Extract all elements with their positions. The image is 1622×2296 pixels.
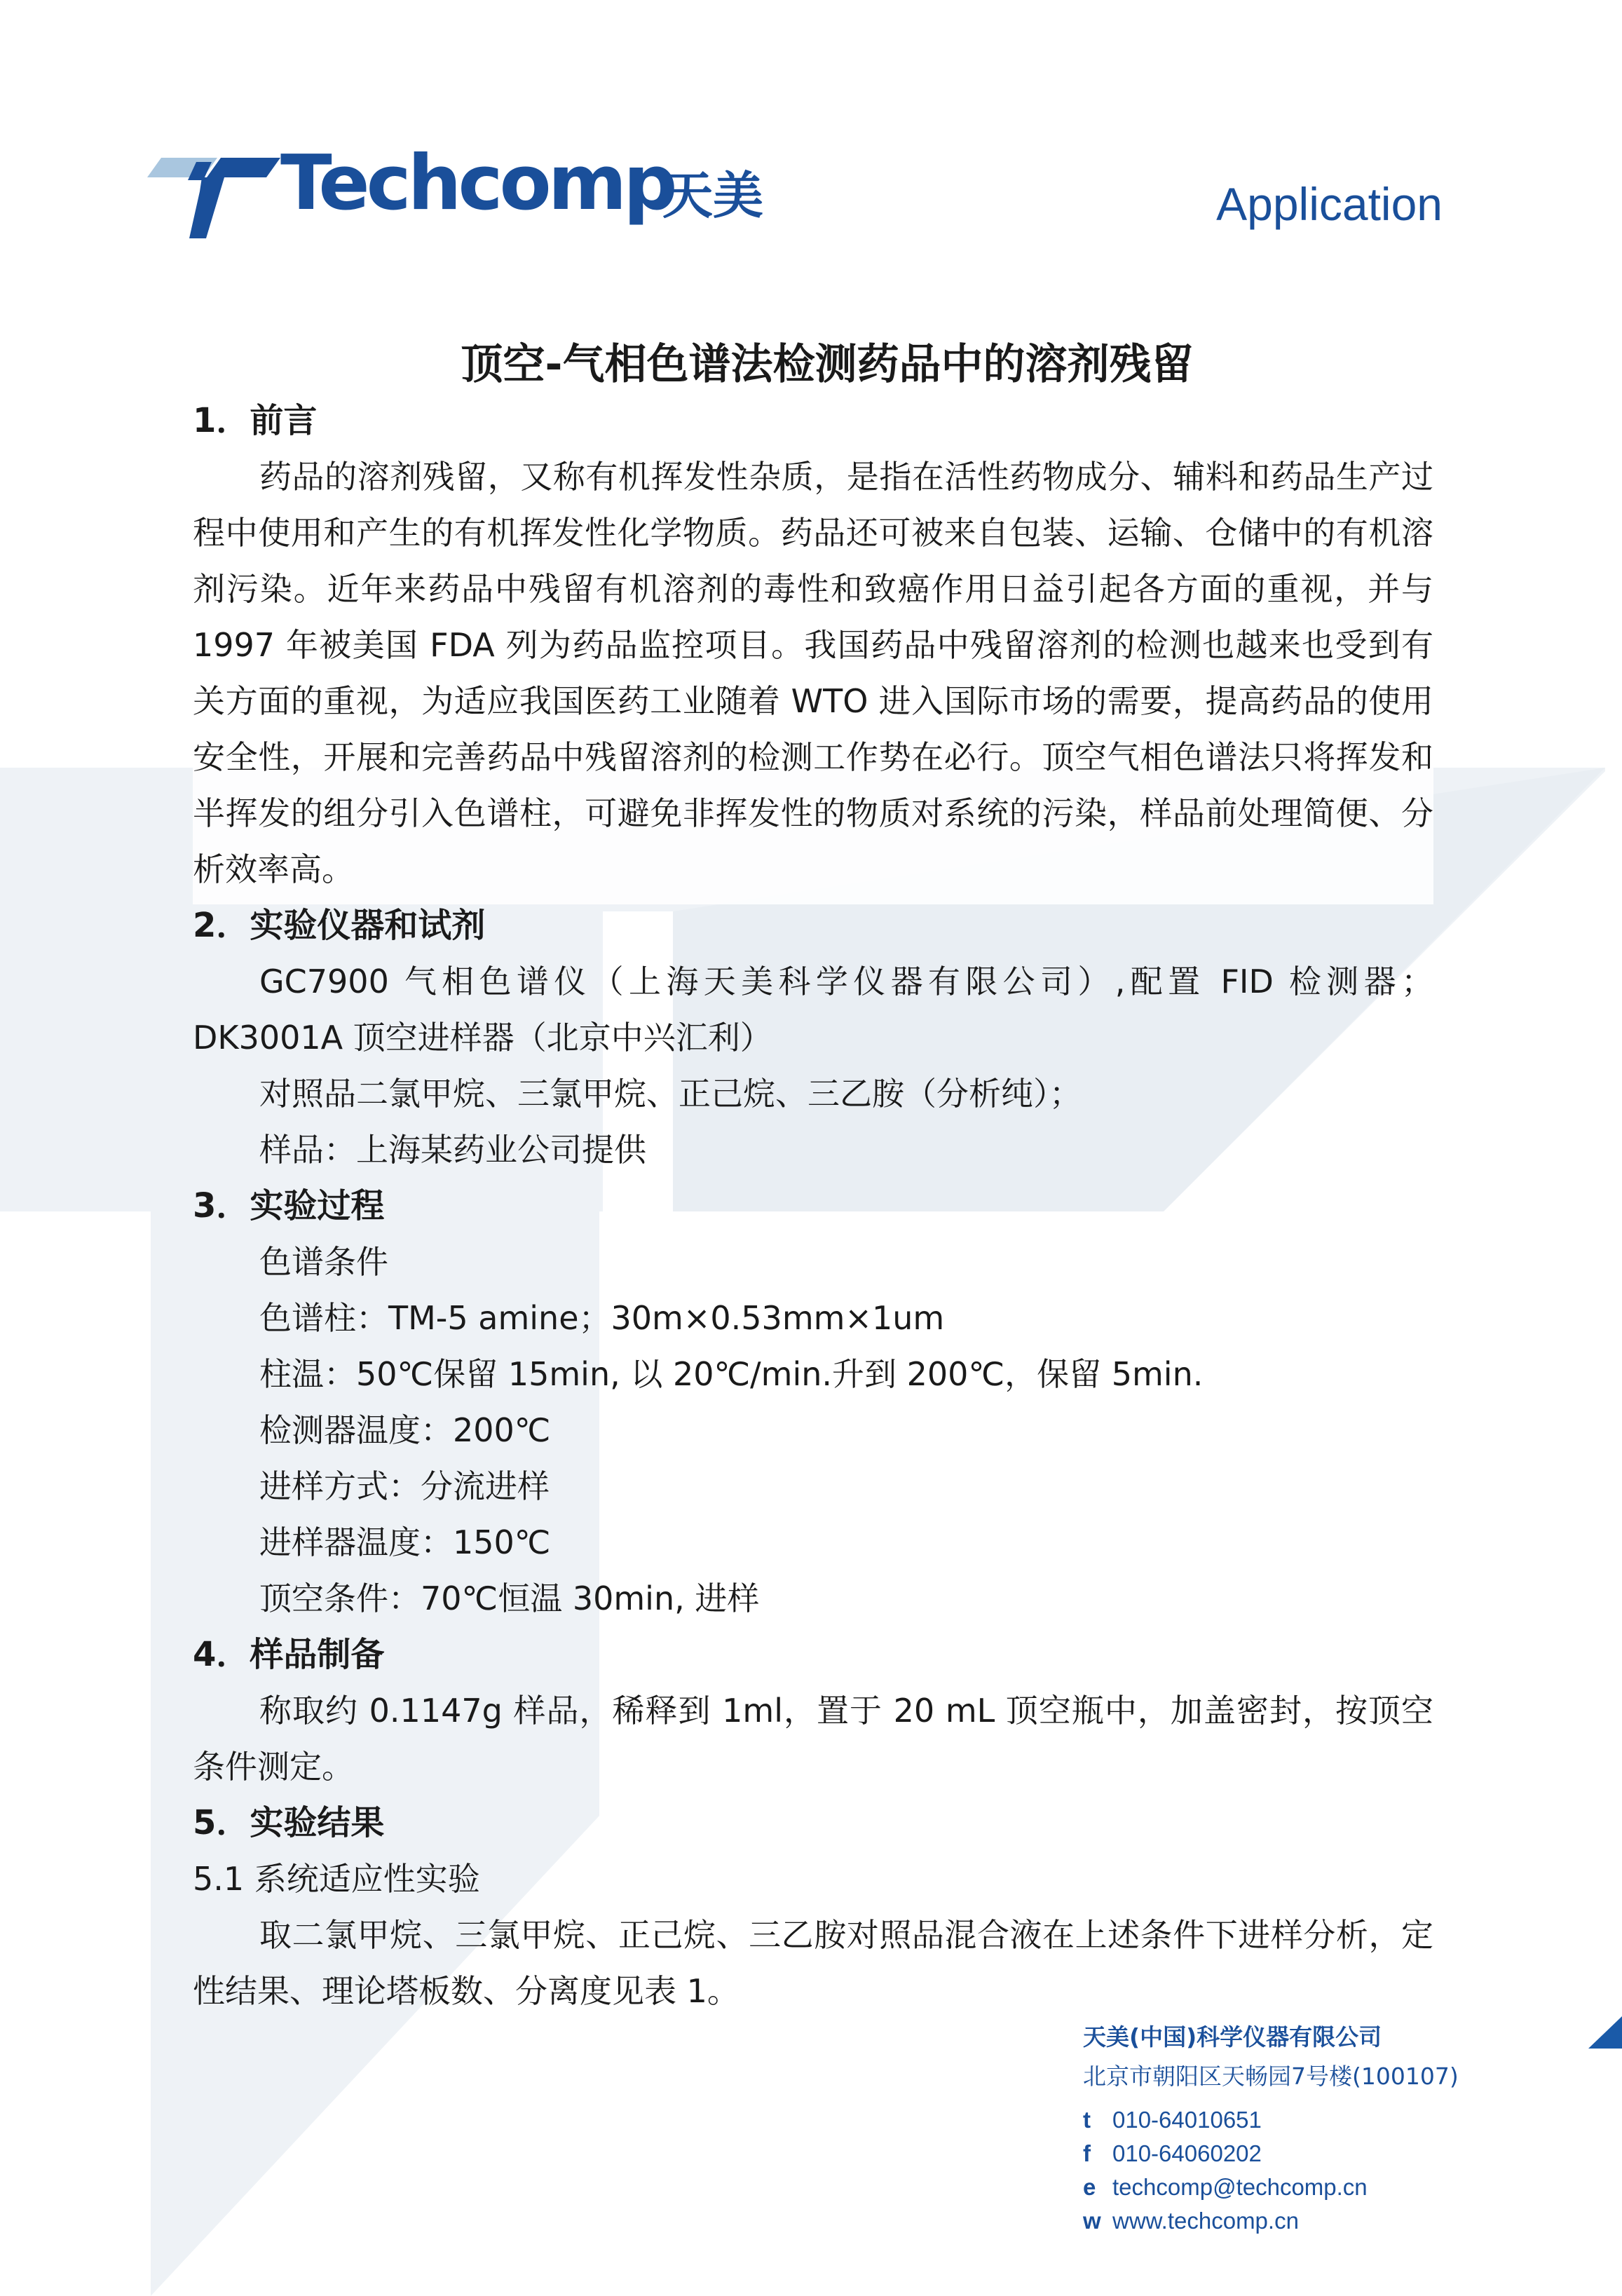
website-link[interactable]: www.techcomp.cn — [1112, 2208, 1299, 2234]
condition-line: 进样方式：分流进样 — [259, 1467, 550, 1505]
website-label: w — [1083, 2208, 1101, 2234]
section-4-paragraph: 称取约 0.1147g 样品，稀释到 1ml，置于 20 mL 顶空瓶中，加盖密封，按顶空条件测定。 — [193, 1692, 1433, 1786]
corner-triangle-icon — [1588, 2016, 1622, 2049]
footer-address: 北京市朝阳区天畅园7号楼(100107) — [1083, 2063, 1459, 2090]
page-header — [0, 0, 1622, 280]
footer-website — [1083, 2204, 1459, 2238]
section-2-heading: 2．实验仪器和试剂 — [193, 906, 486, 945]
condition-line: 柱温：50℃保留 15min, 以 20℃/min.升到 200℃，保留 5min. — [259, 1355, 1204, 1393]
email-label: e — [1083, 2174, 1096, 2200]
email-link[interactable]: techcomp@techcomp.cn — [1112, 2174, 1368, 2200]
section-2-instrument-line: GC7900 气相色谱仪（上海天美科学仪器有限公司）,配置 FID 检测器；DK3001A 顶空进样器（北京中兴汇利） — [193, 963, 1433, 1057]
header-label: Application — [1216, 178, 1443, 230]
techcomp-logo-icon — [147, 151, 280, 238]
condition-line: 进样器温度：150℃ — [259, 1523, 551, 1561]
section-5-1-subheading: 5.1 系统适应性实验 — [193, 1860, 480, 1898]
section-2-reagent-line: 对照品二氯甲烷、三氯甲烷、正己烷、三乙胺（分析纯）； — [259, 1075, 1082, 1113]
phone-label: t — [1083, 2107, 1091, 2133]
phone-value: 010-64010651 — [1112, 2107, 1262, 2133]
footer-phone — [1083, 2103, 1459, 2137]
section-2-sample-line: 样品：上海某药业公司提供 — [259, 1131, 646, 1169]
footer-contact — [1083, 2018, 1459, 2238]
logo-chinese-text: 天美 — [662, 166, 764, 225]
section-4-heading: 4．样品制备 — [193, 1635, 385, 1674]
condition-line: 顶空条件：70℃恒温 30min, 进样 — [259, 1580, 760, 1617]
footer-fax — [1083, 2137, 1459, 2171]
section-3-heading: 3．实验过程 — [193, 1186, 385, 1225]
document-body — [193, 337, 1433, 2019]
fax-label: f — [1083, 2140, 1091, 2166]
logo-text: Techcomp — [280, 140, 674, 227]
document-title: 顶空-气相色谱法检测药品中的溶剂残留 — [461, 340, 1194, 389]
condition-line: 色谱柱：TM-5 amine；30m×0.53mm×1um — [259, 1299, 945, 1337]
section-1-paragraph: 药品的溶剂残留，又称有机挥发性杂质，是指在活性药物成分、辅料和药品生产过程中使用和产生的有机挥发性化学物质。药品还可被来自包装、运输、仓储中的有机溶剂污染。近年来药品中残留有机溶剂的毒性和致癌作用日益引起各方面的重视，并与 1997 年被美国 FDA 列为药品监控项目。我国药品中残留溶剂的检测也越来也受到有关方面的重视，为适应我国医药工业随着 WTO 进入国际市场的需要，提高药品的使用安全性，开展和完善药品中残留溶剂的检测工作势在必行。顶空气相色谱法只将挥发和半挥发的组分引入色谱柱，可避免非挥发性的物质对系统的污染，样品前处理简便、分析效率高。 — [193, 458, 1433, 888]
section-1-heading: 1．前言 — [193, 401, 318, 440]
section-5-paragraph: 取二氯甲烷、三氯甲烷、正己烷、三乙胺对照品混合液在上述条件下进样分析，定性结果、理论塔板数、分离度见表 1。 — [193, 1916, 1433, 2010]
footer-email — [1083, 2171, 1459, 2204]
footer-company: 天美(中国)科学仪器有限公司 — [1083, 2023, 1382, 2051]
fax-value: 010-64060202 — [1112, 2140, 1262, 2166]
section-5-heading: 5．实验结果 — [193, 1803, 385, 1842]
condition-line: 色谱条件 — [259, 1243, 388, 1281]
condition-line: 检测器温度：200℃ — [259, 1411, 551, 1449]
